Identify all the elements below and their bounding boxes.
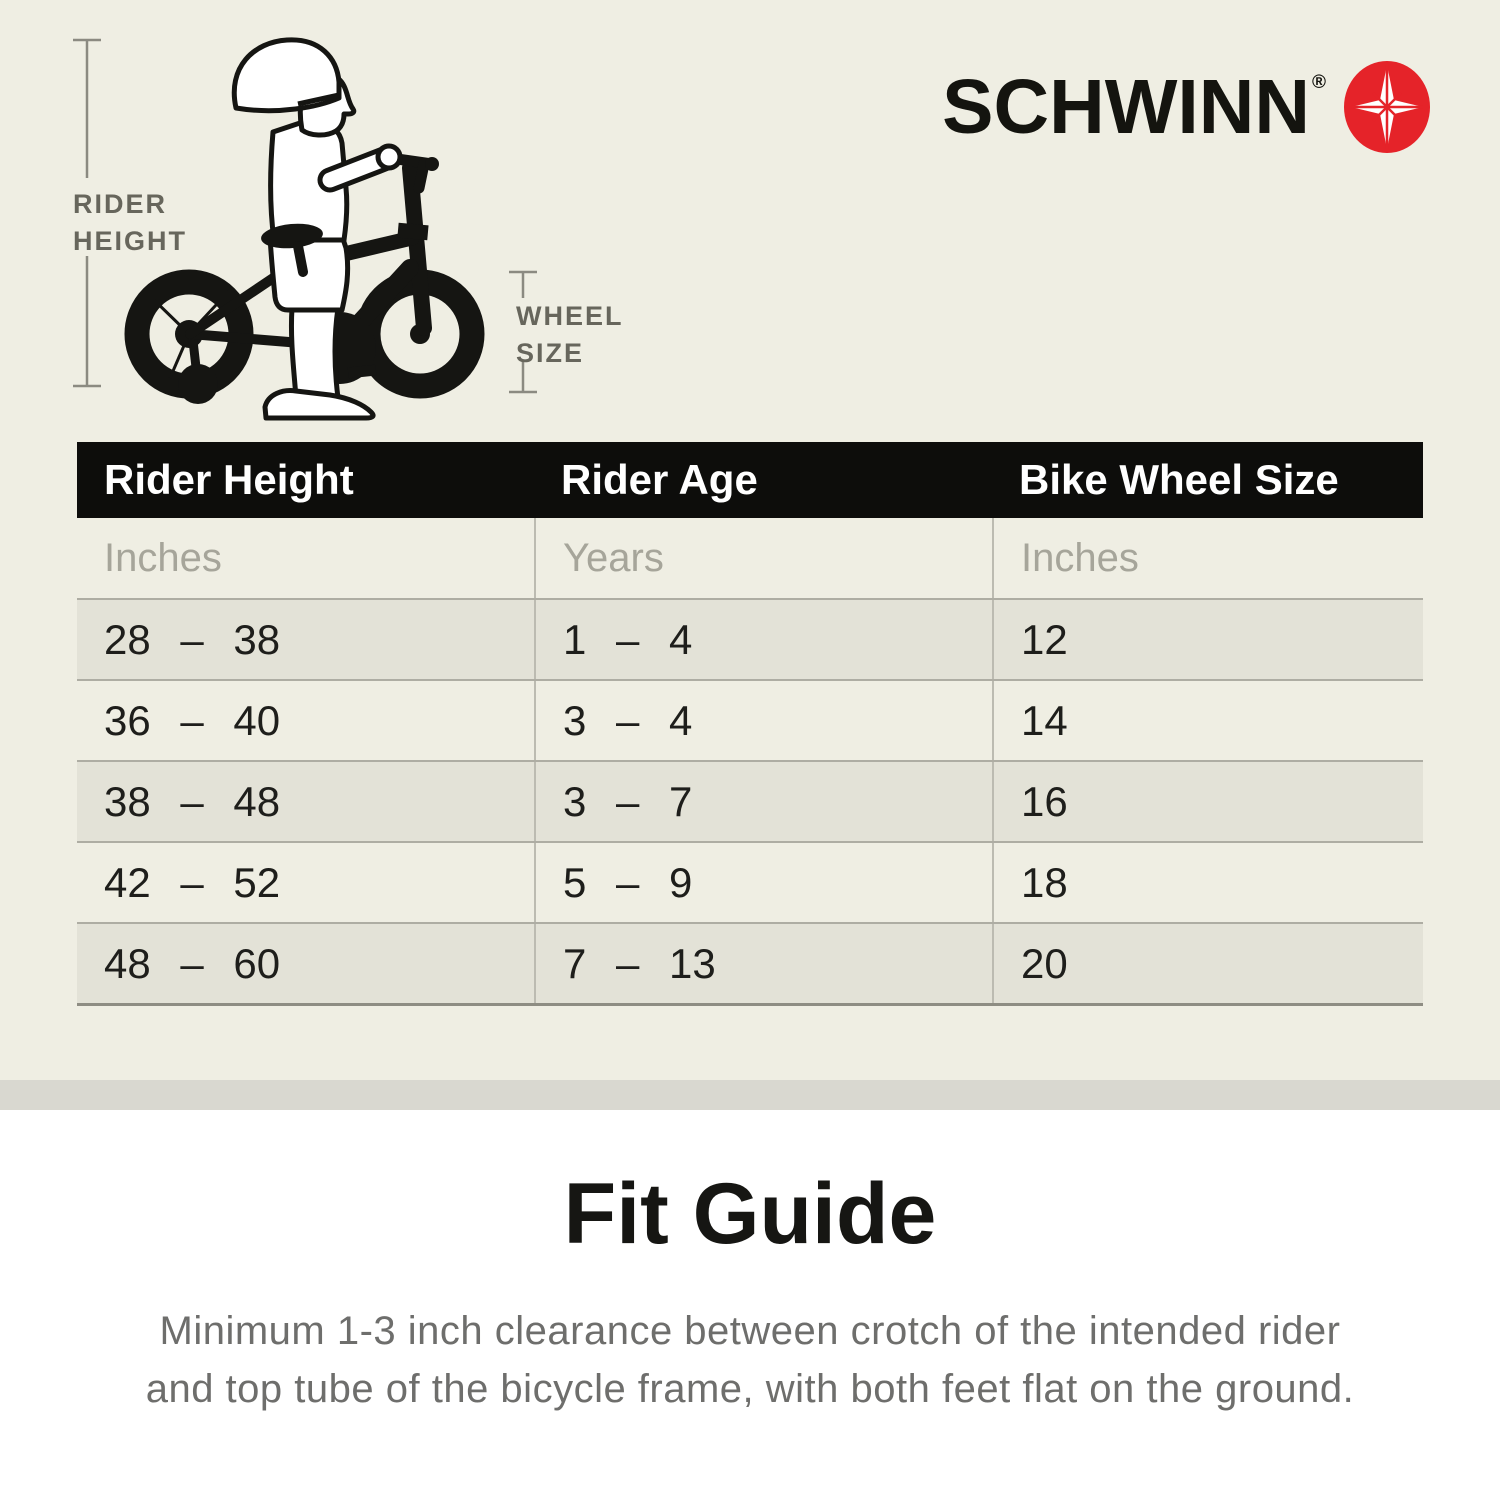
table-row: [77, 841, 1423, 922]
rider-height-label-line2: HEIGHT: [73, 226, 188, 256]
schwinn-star-badge-icon: [1342, 58, 1432, 156]
cell-height: 28 – 38: [104, 615, 281, 663]
header-bike-wheel-size: Bike Wheel Size: [1019, 456, 1339, 503]
wheel-size-label: [516, 298, 624, 372]
fit-guide-description: [0, 1302, 1500, 1418]
fit-table: [77, 442, 1423, 1006]
table-row: [77, 760, 1423, 841]
section-divider-band: [0, 1080, 1500, 1110]
units-height: Inches: [104, 535, 222, 580]
schwinn-logo: [942, 58, 1432, 156]
cell-age: 7 – 13: [534, 924, 992, 1003]
registered-trademark-symbol: ®: [1312, 72, 1326, 93]
table-row: [77, 922, 1423, 1003]
cell-wheel: 18: [992, 843, 1423, 922]
fit-guide-section: [0, 1110, 1500, 1500]
cell-age: 3 – 4: [534, 681, 992, 760]
table-header-row: [77, 442, 1423, 518]
header-rider-age: Rider Age: [561, 456, 758, 503]
fit-guide-title: Fit Guide: [563, 1166, 937, 1262]
cell-height: 38 – 48: [104, 777, 281, 825]
fit-guide-description-line2: and top tube of the bicycle frame, with both feet flat on the ground.: [145, 1367, 1355, 1411]
schwinn-wordmark: SCHWINN: [942, 63, 1310, 150]
table-row: [77, 679, 1423, 760]
cell-height: 42 – 52: [104, 858, 281, 906]
table-row: [77, 598, 1423, 679]
header-rider-height: Rider Height: [104, 456, 354, 503]
bike-illustration: [40, 10, 640, 440]
wheel-size-label-line1: WHEEL: [516, 301, 624, 331]
cell-wheel: 20: [992, 924, 1423, 1003]
wheel-size-label-line2: SIZE: [516, 338, 585, 368]
units-wheel: Inches: [992, 518, 1423, 598]
cell-wheel: 16: [992, 762, 1423, 841]
rider-height-label-line1: RIDER: [73, 189, 168, 219]
cell-height: 36 – 40: [104, 696, 281, 744]
cell-height: 48 – 60: [104, 939, 281, 987]
cell-age: 3 – 7: [534, 762, 992, 841]
cell-age: 5 – 9: [534, 843, 992, 922]
fit-guide-description-line1: Minimum 1-3 inch clearance between crotch of the intended rider: [159, 1309, 1341, 1353]
units-age: Years: [534, 518, 992, 598]
cell-age: 1 – 4: [534, 600, 992, 679]
cell-wheel: 12: [992, 600, 1423, 679]
table-units-row: [77, 518, 1423, 598]
rider-height-label: [73, 186, 187, 260]
cell-wheel: 14: [992, 681, 1423, 760]
